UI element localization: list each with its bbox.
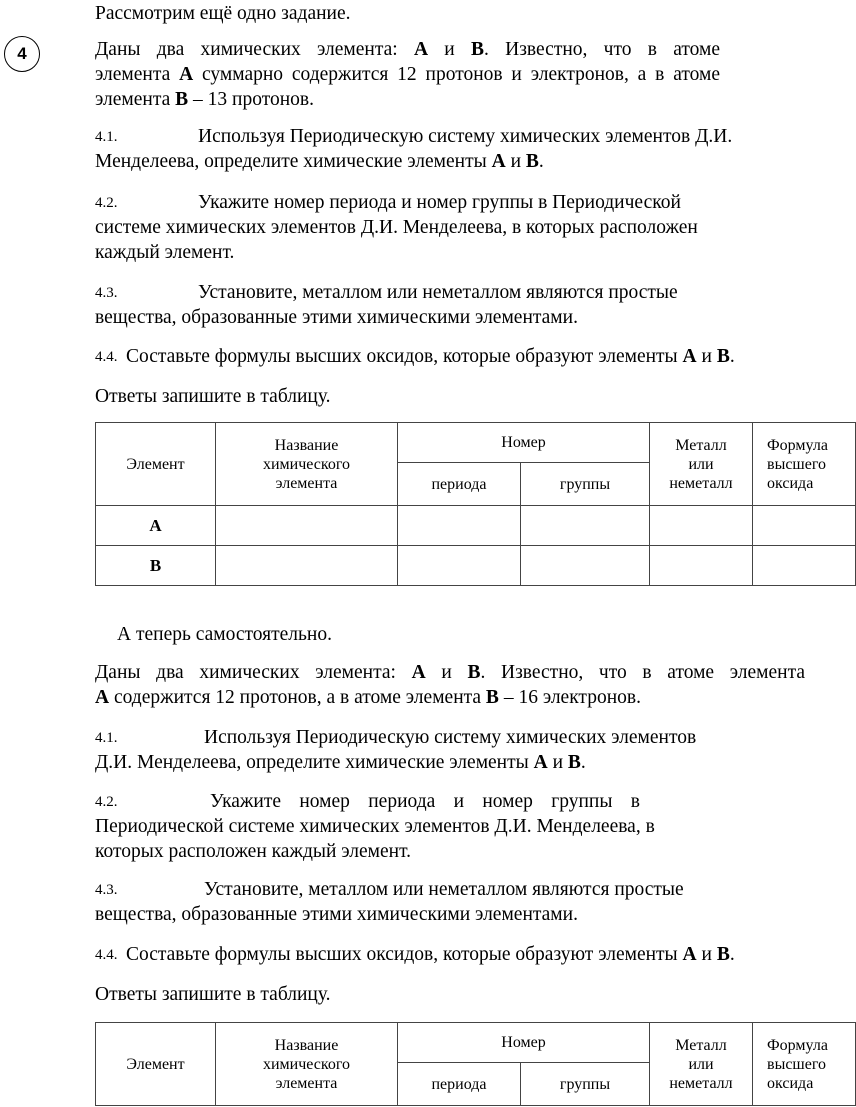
row-label: А <box>96 506 216 546</box>
answer-cell[interactable] <box>216 506 398 546</box>
question-label: 4.2. <box>95 794 118 810</box>
header-group: группы <box>521 1063 650 1106</box>
condition-line: А содержится 12 протонов, а в атоме элемента В – 16 электронов. <box>95 687 641 708</box>
question-text: Укажите номер периода и номер группы в <box>210 791 640 812</box>
header-name: Название химического элемента <box>216 1023 398 1106</box>
question-text: вещества, образованные этими химическими элементами. <box>95 904 578 925</box>
question-text: Составьте формулы высших оксидов, которые образуют элементы А и В. <box>126 346 735 367</box>
question-text: Составьте формулы высших оксидов, которые образуют элементы А и В. <box>126 944 735 965</box>
question-text: Установите, металлом или неметаллом являются простые <box>198 282 678 303</box>
condition-line: Даны два химических элемента: А и В. Известно, что в атоме элемента <box>95 662 805 683</box>
row-label: В <box>96 546 216 586</box>
header-number: Номер <box>398 1023 650 1063</box>
answer-cell[interactable] <box>650 546 753 586</box>
answer-cell[interactable] <box>398 506 521 546</box>
question-text: Д.И. Менделеева, определите химические элементы А и В. <box>95 752 586 773</box>
answer-table <box>95 422 856 586</box>
answer-cell[interactable] <box>650 506 753 546</box>
condition-line: Даны два химических элемента: А и В. Известно, что в атоме <box>95 39 720 60</box>
question-text: Менделеева, определите химические элементы А и В. <box>95 151 544 172</box>
header-element: Элемент <box>96 423 216 506</box>
answer-cell[interactable] <box>521 506 650 546</box>
header-oxide: Формула высшего оксида <box>753 423 856 506</box>
condition-line: элемента А суммарно содержится 12 протонов и электронов, а в атоме <box>95 64 721 85</box>
table-row <box>96 506 856 546</box>
answer-cell[interactable] <box>753 506 856 546</box>
header-name: Название химического элемента <box>216 423 398 506</box>
question-text: которых расположен каждый элемент. <box>95 841 412 862</box>
task-number-badge: 4 <box>4 36 40 72</box>
header-period: периода <box>398 463 521 506</box>
answer-cell[interactable] <box>398 546 521 586</box>
question-text: вещества, образованные этими химическими элементами. <box>95 307 578 328</box>
answer-prompt: Ответы запишите в таблицу. <box>95 984 331 1005</box>
question-text: системе химических элементов Д.И. Менделеева, в которых расположен <box>95 217 698 238</box>
question-text: Установите, металлом или неметаллом являются простые <box>204 879 684 900</box>
table-row <box>96 546 856 586</box>
answer-cell[interactable] <box>216 546 398 586</box>
header-metal: Металл или неметалл <box>650 1023 753 1106</box>
header-period: периода <box>398 1063 521 1106</box>
question-text: Периодической системе химических элементов Д.И. Менделеева, в <box>95 816 655 837</box>
header-metal: Металл или неметалл <box>650 423 753 506</box>
answer-table-2 <box>95 1022 856 1106</box>
question-label: 4.4. <box>95 349 118 365</box>
header-oxide: Формула высшего оксида <box>753 1023 856 1106</box>
question-label: 4.2. <box>95 195 118 211</box>
header-group: группы <box>521 463 650 506</box>
question-label: 4.1. <box>95 730 118 746</box>
question-label: 4.1. <box>95 129 118 145</box>
question-text: Укажите номер периода и номер группы в Периодической <box>198 192 681 213</box>
question-label: 4.3. <box>95 285 118 301</box>
question-text: Используя Периодическую систему химических элементов Д.И. <box>198 126 733 147</box>
question-text: Используя Периодическую систему химических элементов <box>204 727 697 748</box>
condition-line: элемента В – 13 протонов. <box>95 89 314 110</box>
part2-intro: А теперь самостоятельно. <box>117 624 332 645</box>
answer-prompt: Ответы запишите в таблицу. <box>95 386 331 407</box>
question-label: 4.3. <box>95 882 118 898</box>
answer-cell[interactable] <box>753 546 856 586</box>
question-label: 4.4. <box>95 947 118 963</box>
question-text: каждый элемент. <box>95 242 235 263</box>
header-element: Элемент <box>96 1023 216 1106</box>
intro-text: Рассмотрим ещё одно задание. <box>95 3 351 24</box>
answer-cell[interactable] <box>521 546 650 586</box>
header-number: Номер <box>398 423 650 463</box>
